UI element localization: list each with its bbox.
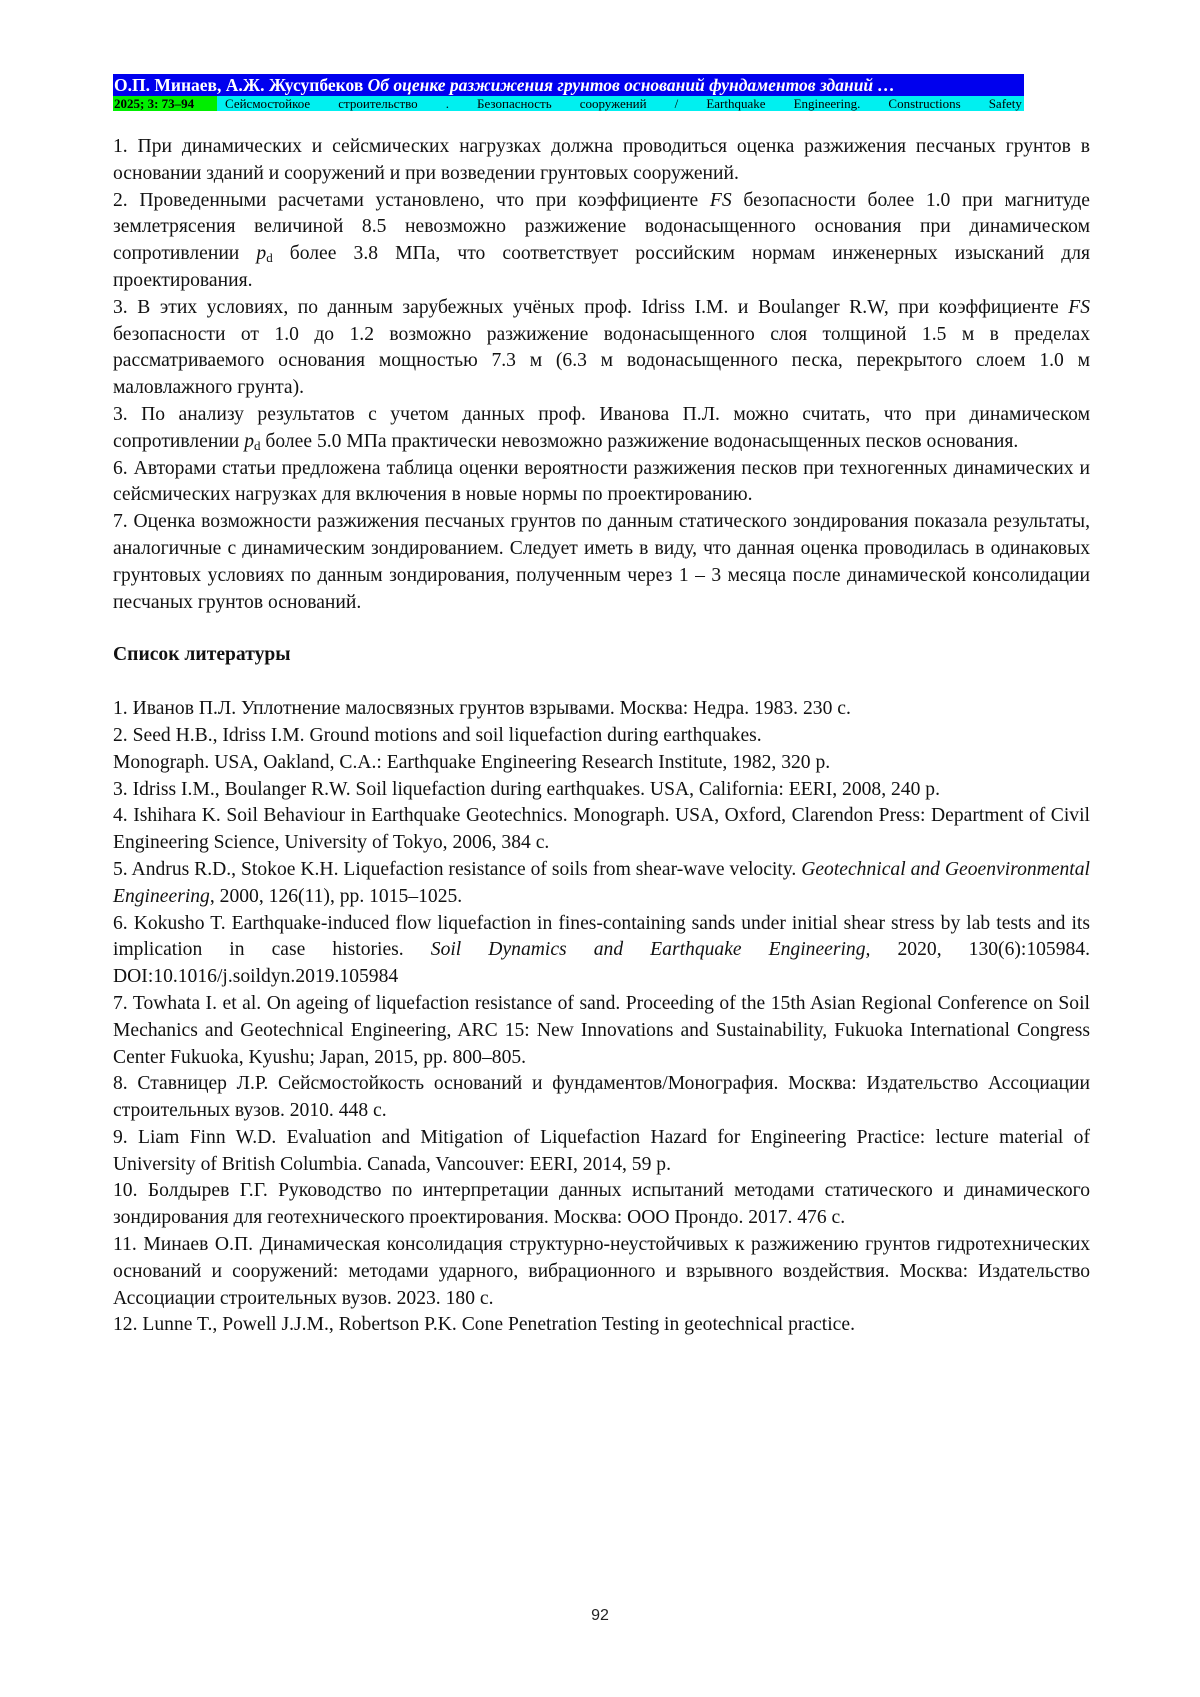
- reference-item: 12. Lunne T., Powell J.J.M., Robertson P.K. Cone Penetration Testing in geotechnical practice.: [113, 1314, 855, 1336]
- page-body: [113, 134, 1090, 1339]
- reference-item: 1. Иванов П.Л. Уплотнение малосвязных грунтов взрывами. Москва: Недра. 1983. 230 с.: [113, 698, 851, 720]
- header-title: Об оценке разжижения грунтов оснований фундаментов зданий …: [367, 75, 896, 95]
- journal-title: Soil Dynamics and Earthquake Engineering,: [430, 939, 871, 961]
- journal-word: Сейсмостойкое: [225, 96, 311, 111]
- journal-name: [217, 96, 1024, 111]
- reference-item: 2. Seed H.B., Idriss I.M. Ground motions and soil liquefaction during earthquakes.: [113, 724, 762, 746]
- pd-symbol: p: [256, 243, 267, 265]
- reference-item: 4. Ishihara K. Soil Behaviour in Earthquake Geotechnics. Monograph. USA, Oxford, Clarendon Press: Department of Civil Engineering Science, University of Tokyo, 2006, 384 c.: [113, 805, 1090, 854]
- running-header: [113, 74, 1024, 111]
- journal-word: Engineering.: [793, 96, 861, 111]
- journal-word: сооружений: [579, 96, 647, 111]
- fs-symbol: FS: [1068, 296, 1090, 318]
- fs-symbol: FS: [709, 189, 732, 211]
- references-heading: Список литературы: [113, 644, 291, 666]
- journal-word: Safety: [988, 96, 1022, 111]
- reference-item: 7. Towhata I. et al. On ageing of liquefaction resistance of sand. Proceeding of the 15th Asian Regional Conference on Soil Mechanics and Geotechnical Engineering, ARC 15: New Innovations and Sustainability, Fukuoka International Congress Center Fukuoka, Kyushu; Japan, 2015, pp. 800–805.: [113, 992, 1090, 1068]
- header-authors: О.П. Минаев, А.Ж. Жусупбеков: [114, 75, 368, 95]
- journal-word: .: [445, 96, 449, 111]
- reference-item: 5. Andrus R.D., Stokoe K.H. Liquefaction resistance of soils from shear-wave velocity. Geotechnical and Geoenvironmental Engineering, 2000, 126(11), pp. 1015–1025.: [113, 858, 1090, 907]
- reference-item: 8. Ставницер Л.Р. Сейсмостойкость оснований и фундаментов/Монография. Москва: Издательство Ассоциации строительных вузов. 2010. 448 с.: [113, 1073, 1090, 1122]
- conclusion-item: 6. Авторами статьи предложена таблица оценки вероятности разжижения песков при техногенных динамических и сейсмических нагрузках для включения в новые нормы по проектированию.: [113, 457, 1090, 506]
- journal-word: /: [674, 96, 679, 111]
- pd-symbol: p: [244, 430, 254, 452]
- journal-word: Безопасность: [477, 96, 552, 111]
- conclusion-item: 3. В этих условиях, по данным зарубежных учёных проф. Idriss I.M. и Boulanger R.W, при коэффициенте FS безопасности от 1.0 до 1.2 возможно разжижение водонасыщенного слоя толщиной 1.5 м в пределах рассматриваемого основания мощностью 7.3 м (6.3 м водонасыщенного песка, перекрытого слоем 1.0 м маловлажного грунта).: [113, 296, 1090, 399]
- conclusion-item: 3. По анализу результатов с учетом данных проф. Иванова П.Л. можно считать, что при динамическом сопротивлении $p_d$ более 5.0 МПа практически невозможно разжижение водонасыщенных песков основания.: [113, 403, 1090, 453]
- reference-item: 3. Idriss I.M., Boulanger R.W. Soil liquefaction during earthquakes. USA, California: EERI, 2008, 240 p.: [113, 778, 940, 800]
- conclusion-item: 2. Проведенными расчетами установлено, что при коэффициенте FS безопасности более 1.0 при магнитуде землетрясения величиной 8.5 невозможно разжижение водонасыщенного основания при динамическом сопротивлении $p_d$ более 3.8 МПа, что соответствует российским нормам инженерных изысканий для проектирования.: [113, 189, 1091, 291]
- conclusion-item: 7. Оценка возможности разжижения песчаных грунтов по данным статического зондирования показала результаты, аналогичные с динамическим зондированием. Следует иметь в виду, что данная оценка проводилась в одинаковых грунтовых условиях по данным зондирования, полученным через 1 – 3 месяца после динамической консолидации песчаных грунтов оснований.: [113, 511, 1090, 613]
- journal-word: строительство: [338, 96, 418, 111]
- reference-item: 9. Liam Finn W.D. Evaluation and Mitigation of Liquefaction Hazard for Engineering Practice: lecture material of University of British Columbia. Canada, Vancouver: EERI, 2014, 59 p.: [113, 1126, 1090, 1175]
- journal-word: Earthquake: [706, 96, 766, 111]
- journal-info-bar: [113, 96, 1024, 111]
- journal-title: Geotechnical and Geoenvironmental Engineering: [113, 858, 1090, 907]
- reference-item: Monograph. USA, Oakland, C.A.: Earthquake Engineering Research Institute, 1982, 320 p.: [113, 751, 831, 773]
- reference-item: 10. Болдырев Г.Г. Руководство по интерпретации данных испытаний методами статического и динамического зондирования для геотехнического проектирования. Москва: ООО Прондо. 2017. 476 с.: [113, 1180, 1090, 1229]
- issue-info: 2025; 3: 73–94: [113, 96, 217, 111]
- conclusion-item: 1. При динамических и сейсмических нагрузках должна проводиться оценка разжижения песчаных грунтов в основании зданий и сооружений и при возведении грунтовых сооружений.: [113, 136, 1090, 184]
- reference-item: 6. Kokusho T. Earthquake-induced flow liquefaction in fines-containing sands under initial shear stress by lab tests and its implication in case histories. Soil Dynamics and Earthquake Engineering, 2020, 130(6):105984. DOI:10.1016/j.soildyn.2019.105984: [113, 912, 1091, 988]
- reference-item: 11. Минаев О.П. Динамическая консолидация структурно-неустойчивых к разжижению грунтов гидротехнических оснований и сооружений: методами ударного, вибрационного и взрывного воздействия. Москва: Издательство Ассоциации строительных вузов. 2023. 180 с.: [113, 1234, 1090, 1309]
- journal-word: Constructions: [888, 96, 961, 111]
- article-title-bar: [113, 74, 1024, 96]
- page-number: 92: [591, 1607, 609, 1624]
